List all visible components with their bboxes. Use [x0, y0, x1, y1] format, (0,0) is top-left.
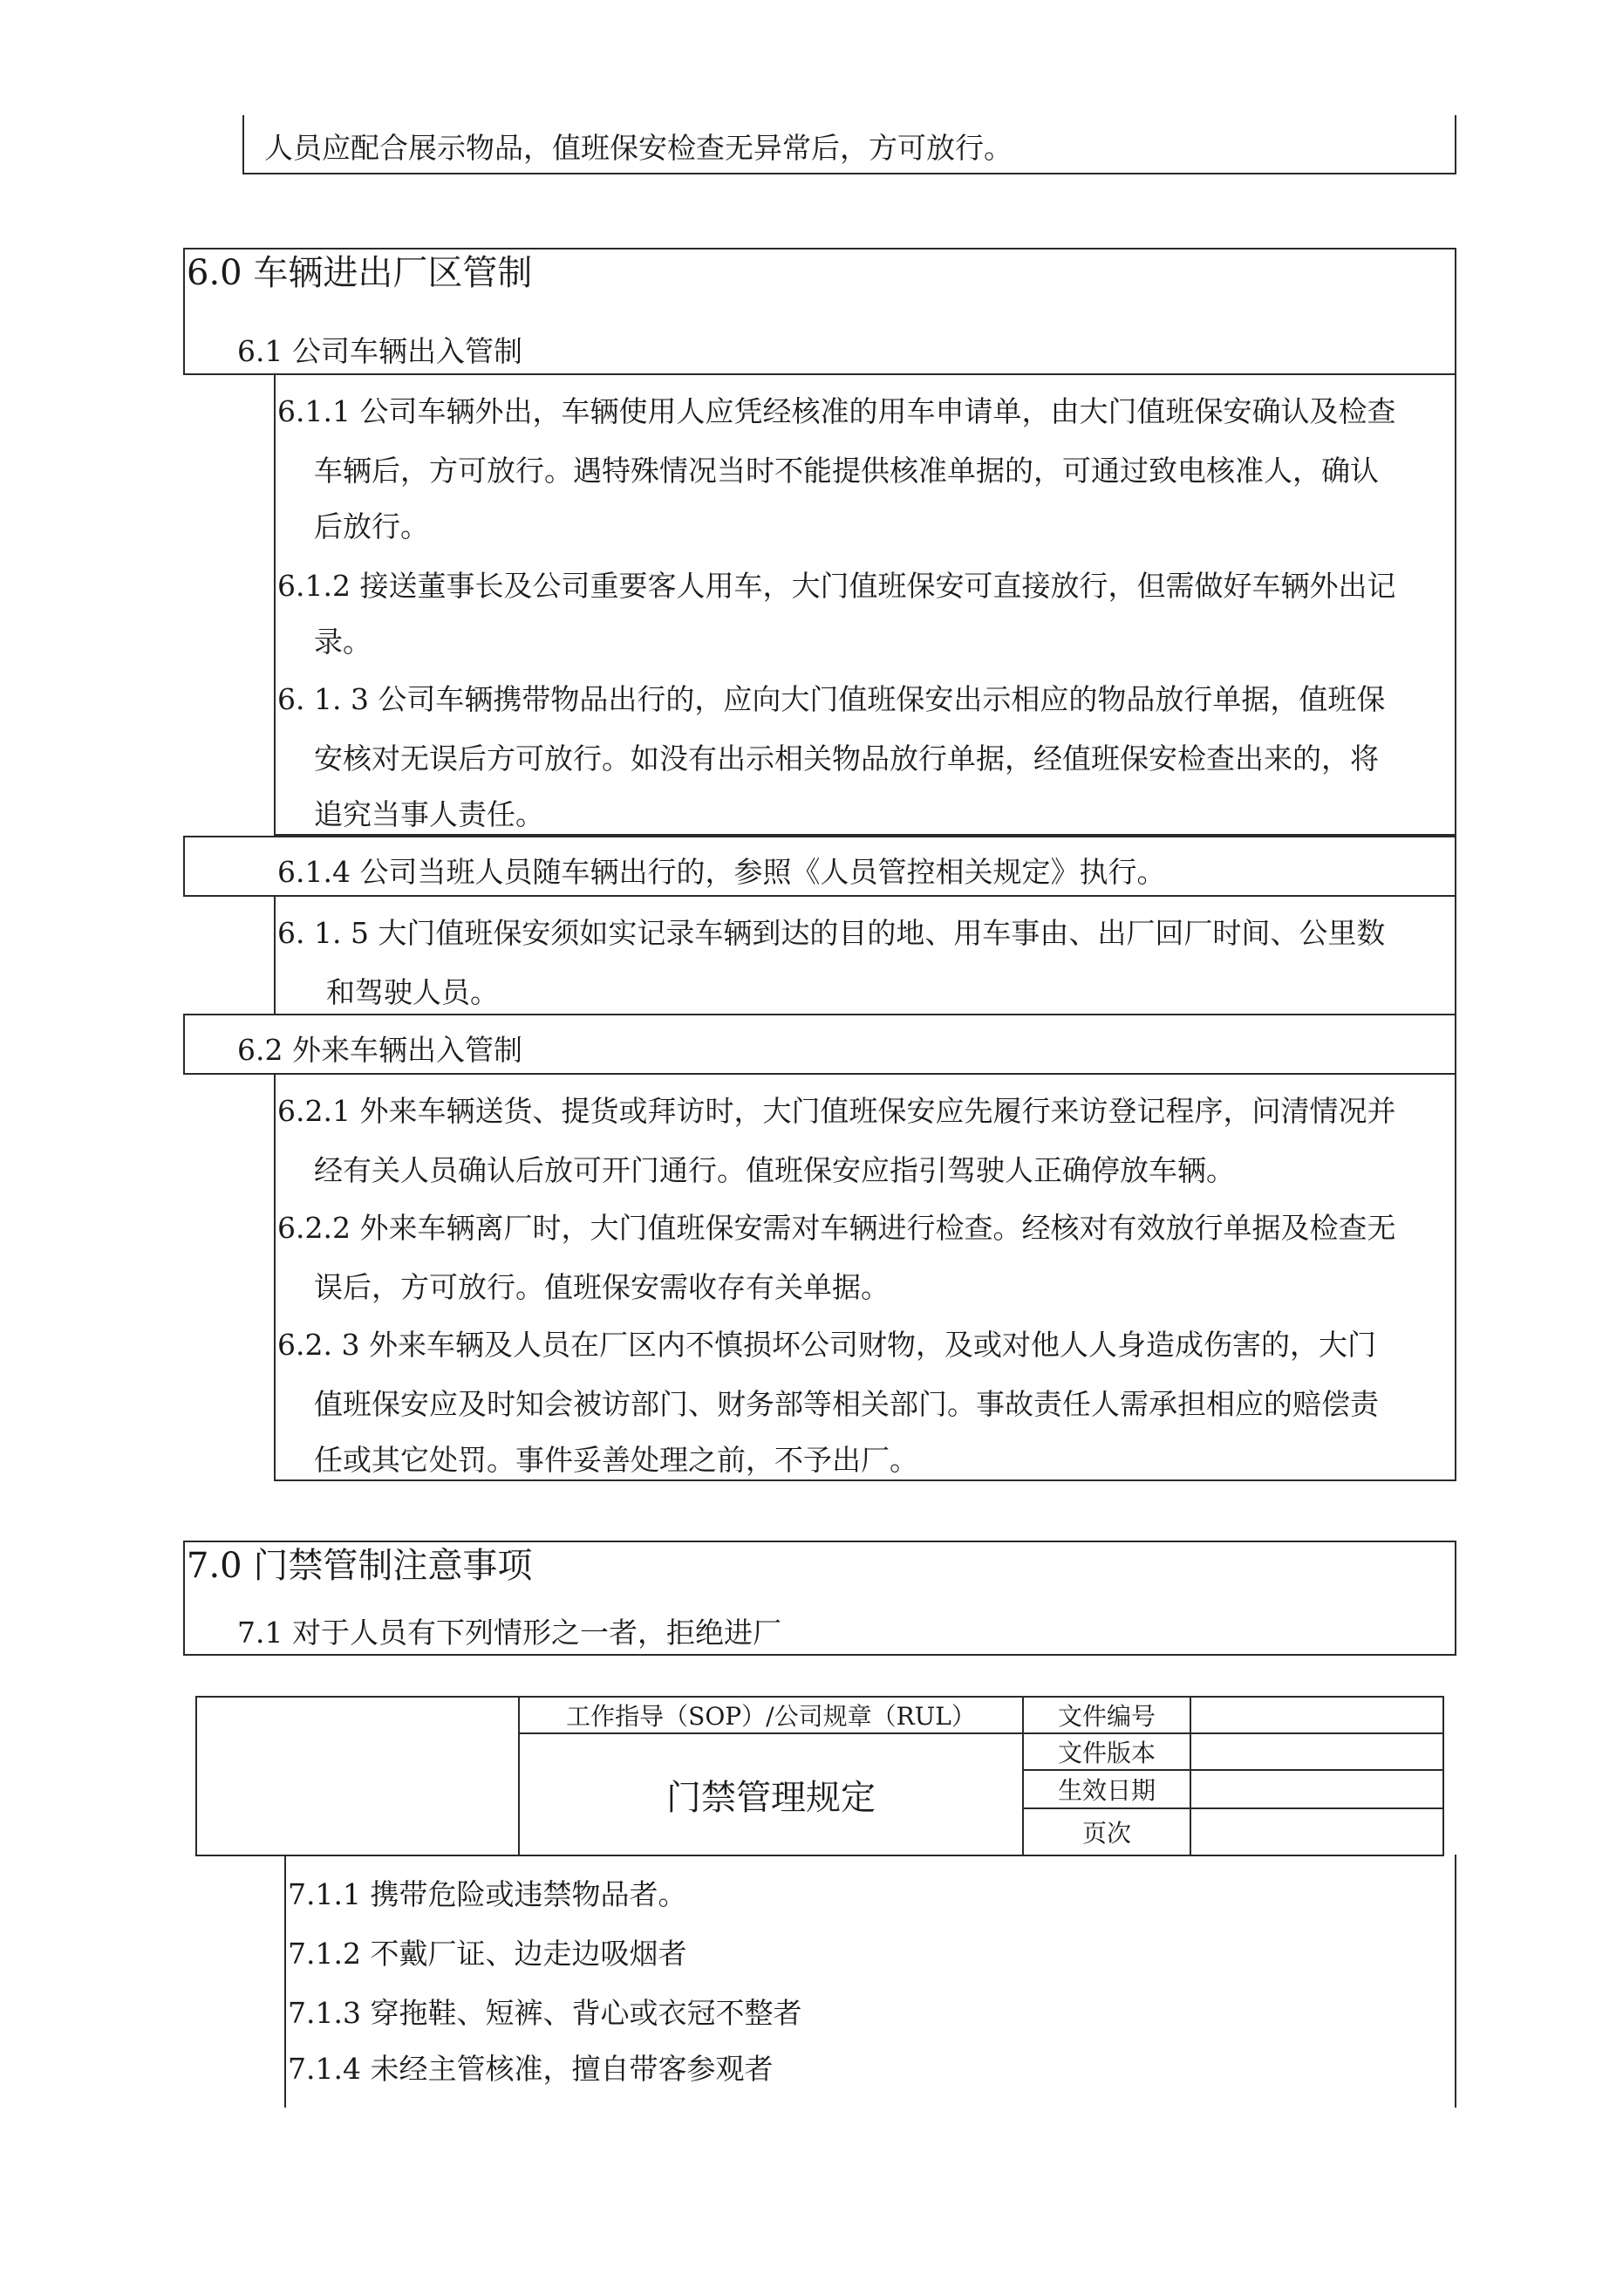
- doc-header-table: [195, 1696, 1444, 1856]
- p623-line3: 任或其它处罚。事件妥善处理之前，不予出厂。: [314, 1443, 918, 1477]
- p621-line1: 6.2.1 外来车辆送货、提货或拜访时，大门值班保安应先履行来访登记程序，问清情况并: [277, 1094, 1396, 1128]
- item-713: 7.1.3 穿拖鞋、短裤、背心或衣冠不整者: [288, 1996, 802, 2030]
- p622-line1: 6.2.2 外来车辆离厂时，大门值班保安需对车辆进行检查。经核对有效放行单据及检查无: [277, 1211, 1396, 1245]
- p623-line1: 6.2. 3 外来车辆及人员在厂区内不慎损坏公司财物，及或对他人人身造成伤害的，大门: [277, 1328, 1376, 1362]
- label-effective-date: 生效日期: [1023, 1770, 1190, 1808]
- p613-line3: 追究当事人责任。: [314, 797, 544, 831]
- p623-line2: 值班保安应及时知会被访部门、财务部等相关部门。事故责任人需承担相应的赔偿责: [314, 1387, 1379, 1421]
- value-doc-number: [1190, 1697, 1443, 1733]
- p615-line1: 6. 1. 5 大门值班保安须如实记录车辆到达的目的地、用车事由、出厂回厂时间、公里数: [277, 916, 1386, 950]
- item-714: 7.1.4 未经主管核准，擅自带客参观者: [288, 2052, 774, 2086]
- section7-sub1: 7.1 对于人员有下列情形之一者，拒绝进厂: [237, 1616, 781, 1650]
- value-doc-version: [1190, 1733, 1443, 1770]
- p611-line3: 后放行。: [314, 509, 429, 543]
- doc-category: 工作指导（SOP）/公司规章（RUL）: [519, 1697, 1023, 1733]
- p621-line2: 经有关人员确认后放可开门通行。值班保安应指引驾驶人正确停放车辆。: [314, 1153, 1235, 1187]
- label-doc-version: 文件版本: [1023, 1733, 1190, 1770]
- p612-line2: 录。: [314, 625, 372, 659]
- p615-line2: 和驾驶人员。: [326, 975, 499, 1009]
- value-page-no: [1190, 1808, 1443, 1855]
- section6-title: 6.0 车辆进出厂区管制: [187, 253, 533, 293]
- section7-title: 7.0 门禁管制注意事项: [187, 1546, 533, 1586]
- doc-title: 门禁管理规定: [519, 1733, 1023, 1855]
- label-doc-number: 文件编号: [1023, 1697, 1190, 1733]
- p612-line1: 6.1.2 接送董事长及公司重要客人用车，大门值班保安可直接放行，但需做好车辆外出记: [277, 569, 1396, 603]
- prev-section-text: 人员应配合展示物品，值班保安检查无异常后，方可放行。: [264, 131, 1013, 165]
- label-page-no: 页次: [1023, 1808, 1190, 1855]
- item-711: 7.1.1 携带危险或违禁物品者。: [288, 1877, 687, 1911]
- logo-cell: [196, 1697, 519, 1855]
- p611-line1: 6.1.1 公司车辆外出，车辆使用人应凭经核准的用车申请单，由大门值班保安确认及检查: [277, 394, 1396, 428]
- p613-line2: 安核对无误后方可放行。如没有出示相关物品放行单据，经值班保安检查出来的，将: [314, 741, 1379, 776]
- p622-line2: 误后，方可放行。值班保安需收存有关单据。: [314, 1270, 890, 1304]
- value-effective-date: [1190, 1770, 1443, 1808]
- item-712: 7.1.2 不戴厂证、边走边吸烟者: [288, 1937, 687, 1971]
- p613-line1: 6. 1. 3 公司车辆携带物品出行的，应向大门值班保安出示相应的物品放行单据，值班保: [277, 682, 1386, 716]
- p611-line2: 车辆后，方可放行。遇特殊情况当时不能提供核准单据的，可通过致电核准人，确认: [314, 454, 1379, 488]
- p614: 6.1.4 公司当班人员随车辆出行的，参照《人员管控相关规定》执行。: [277, 855, 1166, 889]
- section6-sub1: 6.1 公司车辆出入管制: [237, 334, 522, 368]
- section6-sub2: 6.2 外来车辆出入管制: [237, 1033, 522, 1067]
